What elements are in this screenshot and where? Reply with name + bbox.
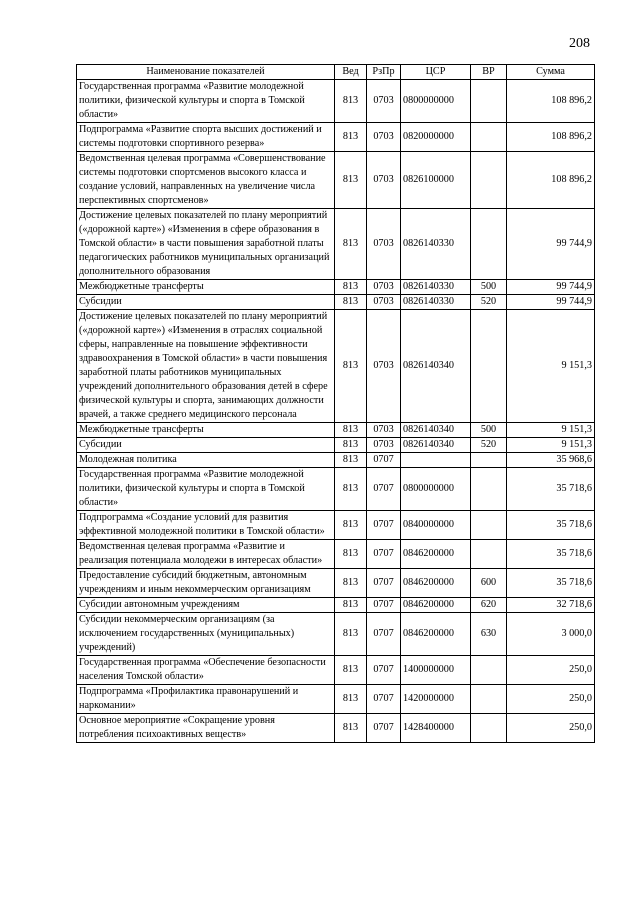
cell-ved: 813 [335,423,367,438]
cell-name: Государственная программа «Развитие молодежной политики, физической культуры и спорта в Томской области» [77,80,335,123]
cell-ved: 813 [335,569,367,598]
cell-name: Предоставление субсидий бюджетным, автономным учреждениям и иным некоммерческим организациям [77,569,335,598]
cell-vr [471,80,507,123]
header-ved: Вед [335,65,367,80]
cell-name: Субсидии некоммерческим организациям (за исключением государственных (муниципальных) учреждений) [77,613,335,656]
cell-name: Ведомственная целевая программа «Развитие и реализация потенциала молодежи в интересах области» [77,540,335,569]
header-sum: Сумма [507,65,595,80]
cell-ved: 813 [335,80,367,123]
cell-ved: 813 [335,598,367,613]
cell-sum: 3 000,0 [507,613,595,656]
cell-vr: 500 [471,423,507,438]
cell-csr: 0800000000 [401,468,471,511]
cell-ved: 813 [335,209,367,280]
cell-sum: 35 718,6 [507,468,595,511]
cell-rzpr: 0703 [367,152,401,209]
table-row [77,569,595,598]
cell-vr: 500 [471,280,507,295]
cell-csr: 0826140340 [401,423,471,438]
cell-ved: 813 [335,511,367,540]
cell-csr: 1428400000 [401,714,471,743]
cell-sum: 35 718,6 [507,569,595,598]
cell-ved: 813 [335,310,367,423]
cell-ved: 813 [335,714,367,743]
cell-sum: 9 151,3 [507,438,595,453]
table-header-row [77,65,595,80]
table-row [77,438,595,453]
cell-vr [471,656,507,685]
cell-name: Субсидии автономным учреждениям [77,598,335,613]
cell-sum: 32 718,6 [507,598,595,613]
table-row [77,123,595,152]
cell-vr: 620 [471,598,507,613]
cell-name: Межбюджетные трансферты [77,280,335,295]
cell-csr: 1400000000 [401,656,471,685]
cell-csr: 0840000000 [401,511,471,540]
cell-vr [471,540,507,569]
cell-vr: 600 [471,569,507,598]
cell-sum: 35 718,6 [507,511,595,540]
cell-name: Субсидии [77,295,335,310]
cell-vr [471,685,507,714]
table-body [77,80,595,743]
cell-name: Подпрограмма «Развитие спорта высших достижений и системы подготовки спортивного резерва» [77,123,335,152]
cell-sum: 250,0 [507,714,595,743]
cell-sum: 35 718,6 [507,540,595,569]
cell-csr [401,453,471,468]
cell-csr: 0846200000 [401,598,471,613]
cell-ved: 813 [335,468,367,511]
table-row [77,209,595,280]
cell-rzpr: 0707 [367,613,401,656]
cell-vr [471,453,507,468]
cell-ved: 813 [335,438,367,453]
cell-csr: 0826140340 [401,310,471,423]
cell-name: Основное мероприятие «Сокращение уровня потребления психоактивных веществ» [77,714,335,743]
table-row [77,295,595,310]
cell-ved: 813 [335,685,367,714]
cell-ved: 813 [335,613,367,656]
cell-name: Достижение целевых показателей по плану мероприятий («дорожной карте») «Изменения в отраслях социальной сферы, направленные на повышение эффективности здравоохранения в Томской области» в части повышения заработной платы работников муниципальных учреждений дополнительного образования детей в сфере физической культуры и спорта, занимающих должности врачей, а также среднего медицинского персонала [77,310,335,423]
table-row [77,511,595,540]
cell-vr [471,209,507,280]
header-name: Наименование показателей [77,65,335,80]
table-row [77,80,595,123]
cell-csr: 0846200000 [401,540,471,569]
cell-rzpr: 0707 [367,656,401,685]
cell-rzpr: 0703 [367,438,401,453]
cell-sum: 108 896,2 [507,80,595,123]
cell-ved: 813 [335,453,367,468]
cell-csr: 0820000000 [401,123,471,152]
cell-ved: 813 [335,540,367,569]
table-row [77,468,595,511]
budget-table [76,64,595,743]
cell-name: Ведомственная целевая программа «Совершенствование системы подготовки спортсменов высокого класса и создание условий, направленных на увеличение числа перспективных спортсменов» [77,152,335,209]
cell-sum: 108 896,2 [507,123,595,152]
cell-sum: 9 151,3 [507,310,595,423]
cell-ved: 813 [335,295,367,310]
cell-rzpr: 0707 [367,714,401,743]
cell-sum: 99 744,9 [507,280,595,295]
cell-rzpr: 0703 [367,80,401,123]
cell-vr [471,714,507,743]
cell-name: Подпрограмма «Профилактика правонарушений и наркомании» [77,685,335,714]
cell-ved: 813 [335,656,367,685]
cell-sum: 9 151,3 [507,423,595,438]
table-row [77,152,595,209]
cell-csr: 0846200000 [401,569,471,598]
cell-rzpr: 0707 [367,468,401,511]
cell-vr [471,310,507,423]
cell-csr: 0826140340 [401,438,471,453]
header-csr: ЦСР [401,65,471,80]
cell-name: Подпрограмма «Создание условий для развития эффективной молодежной политики в Томской области» [77,511,335,540]
table-row [77,453,595,468]
header-rzpr: РзПр [367,65,401,80]
table-row [77,598,595,613]
cell-rzpr: 0707 [367,598,401,613]
cell-sum: 250,0 [507,656,595,685]
table-row [77,685,595,714]
cell-csr: 1420000000 [401,685,471,714]
cell-rzpr: 0703 [367,280,401,295]
cell-name: Молодежная политика [77,453,335,468]
cell-rzpr: 0703 [367,295,401,310]
cell-sum: 250,0 [507,685,595,714]
cell-name: Государственная программа «Развитие молодежной политики, физической культуры и спорта в Томской области» [77,468,335,511]
table-row [77,310,595,423]
cell-csr: 0846200000 [401,613,471,656]
cell-rzpr: 0703 [367,310,401,423]
cell-ved: 813 [335,280,367,295]
table-row [77,613,595,656]
cell-vr [471,123,507,152]
header-vr: ВР [471,65,507,80]
cell-rzpr: 0707 [367,685,401,714]
cell-rzpr: 0707 [367,511,401,540]
page-number: 208 [569,36,590,51]
table-row [77,540,595,569]
cell-vr: 520 [471,438,507,453]
table-row [77,656,595,685]
table-row [77,714,595,743]
cell-rzpr: 0707 [367,569,401,598]
cell-name: Достижение целевых показателей по плану мероприятий («дорожной карте») «Изменения в сфере образования в Томской области» в части повышения заработной платы педагогических работников муниципальных организаций дополнительного образования [77,209,335,280]
cell-csr: 0826140330 [401,209,471,280]
cell-rzpr: 0707 [367,453,401,468]
cell-rzpr: 0707 [367,540,401,569]
cell-sum: 99 744,9 [507,295,595,310]
cell-ved: 813 [335,152,367,209]
cell-rzpr: 0703 [367,209,401,280]
cell-vr [471,511,507,540]
table-row [77,423,595,438]
cell-csr: 0800000000 [401,80,471,123]
cell-csr: 0826140330 [401,295,471,310]
cell-sum: 35 968,6 [507,453,595,468]
cell-name: Государственная программа «Обеспечение безопасности населения Томской области» [77,656,335,685]
cell-rzpr: 0703 [367,423,401,438]
cell-vr: 630 [471,613,507,656]
cell-ved: 813 [335,123,367,152]
table-row [77,280,595,295]
cell-name: Межбюджетные трансферты [77,423,335,438]
cell-name: Субсидии [77,438,335,453]
cell-vr [471,152,507,209]
cell-vr: 520 [471,295,507,310]
cell-sum: 99 744,9 [507,209,595,280]
cell-csr: 0826140330 [401,280,471,295]
cell-vr [471,468,507,511]
cell-csr: 0826100000 [401,152,471,209]
cell-rzpr: 0703 [367,123,401,152]
cell-sum: 108 896,2 [507,152,595,209]
